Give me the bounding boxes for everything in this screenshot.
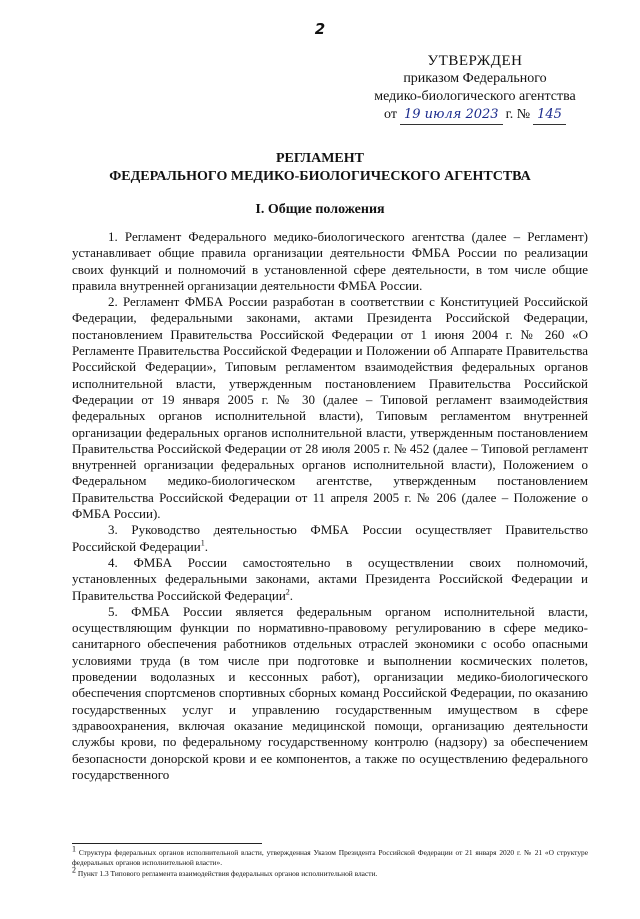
- page-number: 2: [314, 20, 326, 38]
- footnote-divider: [72, 843, 262, 844]
- paragraph-5: 5. ФМБА России является федеральным органом исполнительной власти, осуществляющим функции по нормативно-правовому регулированию в сфере медико-санитарного обеспечения работников отдельных отраслей экономики с особо опасными условиями труда (в том числе при подготовке и выполнении космических полетов, проведении водолазных и кессонных работ), организации медико-биологического обеспечения спортсменов спортивных сборных команд Российской Федерации, по оказанию государственных услуг и управлению государственным имуществом в сфере здравоохранения, включая оказание медицинской помощи, организацию деятельности службы крови, по федеральному государственному контролю (надзору) за обеспечением безопасности донорской крови и ее компонентов, а также по осуществлению федерального государственного: [72, 603, 588, 782]
- footnote-2: [72, 865, 588, 879]
- footnotes: [72, 844, 588, 880]
- paragraph-4-text: 4. ФМБА России самостоятельно в осуществлении своих полномочий, установленных федеральными законами, актами Президента Российской Федерации и Правительства Российской Федерации: [72, 554, 588, 603]
- footnote-1-marker: 1: [72, 844, 76, 854]
- section-title: I. Общие положения: [255, 202, 385, 217]
- body-text: [72, 229, 588, 783]
- paragraph-1: 1. Регламент Федерального медико-биологического агентства (далее – Регламент) устанавливает общие правила организации деятельности ФМБА России по реализации своих функций и полномочий в установленной сфере деятельности, в том числе общие правила внутренней организации деятельности ФМБА России.: [72, 229, 588, 293]
- paragraph-4-end: .: [289, 587, 294, 603]
- footnote-1: [72, 844, 588, 868]
- approval-from-label: от: [384, 107, 397, 122]
- handwritten-number: 145: [533, 106, 566, 125]
- approval-block: [360, 52, 590, 125]
- paragraph-2: 2. Регламент ФМБА России разработан в соответствии с Конституцией Российской Федерации, федеральными законами, актами Президента Российской Федерации, постановлением Правительства Российской Федерации от 1 июня 2004 г. № 260 «О Регламенте Правительства Российской Федерации и Положении об Аппарате Правительства Российской Федерации», Типовым регламентом взаимодействия федеральных органов исполнительной власти, утвержденным постановлением Правительства Российской Федерации от 19 января 2005 г. № 30 (далее – Типовой регламент взаимодействия федеральных органов исполнительной власти), Типовым регламентом внутренней организации федеральных органов исполнительной власти, утвержденным постановлением Правительства Российской Федерации от 28 июля 2005 г. № 452 (далее – Типовой регламент внутренней организации федеральных органов исполнительной власти), Положением о Федеральном медико-биологическом агентстве, утвержденным постановлением Правительства Российской Федерации от 11 апреля 2005 г. № 206 (далее – Положение о ФМБА России).: [72, 294, 588, 522]
- footnote-ref-1: 1: [200, 538, 205, 548]
- footnote-2-marker: 2: [72, 865, 76, 875]
- approval-line-1: приказом Федерального: [403, 71, 547, 86]
- handwritten-date: 19 июля 2023: [400, 106, 503, 125]
- approval-line-2: медико-биологического агентства: [374, 89, 576, 104]
- title-line-2: ФЕДЕРАЛЬНОГО МЕДИКО-БИОЛОГИЧЕСКОГО АГЕНТСТВА: [109, 169, 531, 184]
- paragraph-4: [72, 555, 588, 604]
- approval-number-label: г. №: [505, 107, 531, 122]
- document-title: [0, 150, 640, 186]
- footnote-ref-2: 2: [285, 587, 290, 597]
- footnote-1-text: Структура федеральных органов исполнительной власти, утвержденная Указом Президента Российской Федерации от 21 января 2020 г. № 21 «О структуре федеральных органов исполнительной власти».: [72, 848, 588, 867]
- paragraph-3-end: .: [204, 538, 208, 554]
- footnote-2-text: Пункт 1.3 Типового регламента взаимодействия федеральных органов исполнительной власти.: [77, 869, 378, 878]
- approval-heading: УТВЕРЖДЕН: [427, 53, 523, 69]
- approval-date-line: [360, 106, 590, 125]
- paragraph-3-text: 3. Руководство деятельностью ФМБА России осуществляет Правительство Российской Федерации: [72, 522, 588, 554]
- title-line-1: РЕГЛАМЕНТ: [275, 151, 364, 166]
- paragraph-3: [72, 522, 588, 555]
